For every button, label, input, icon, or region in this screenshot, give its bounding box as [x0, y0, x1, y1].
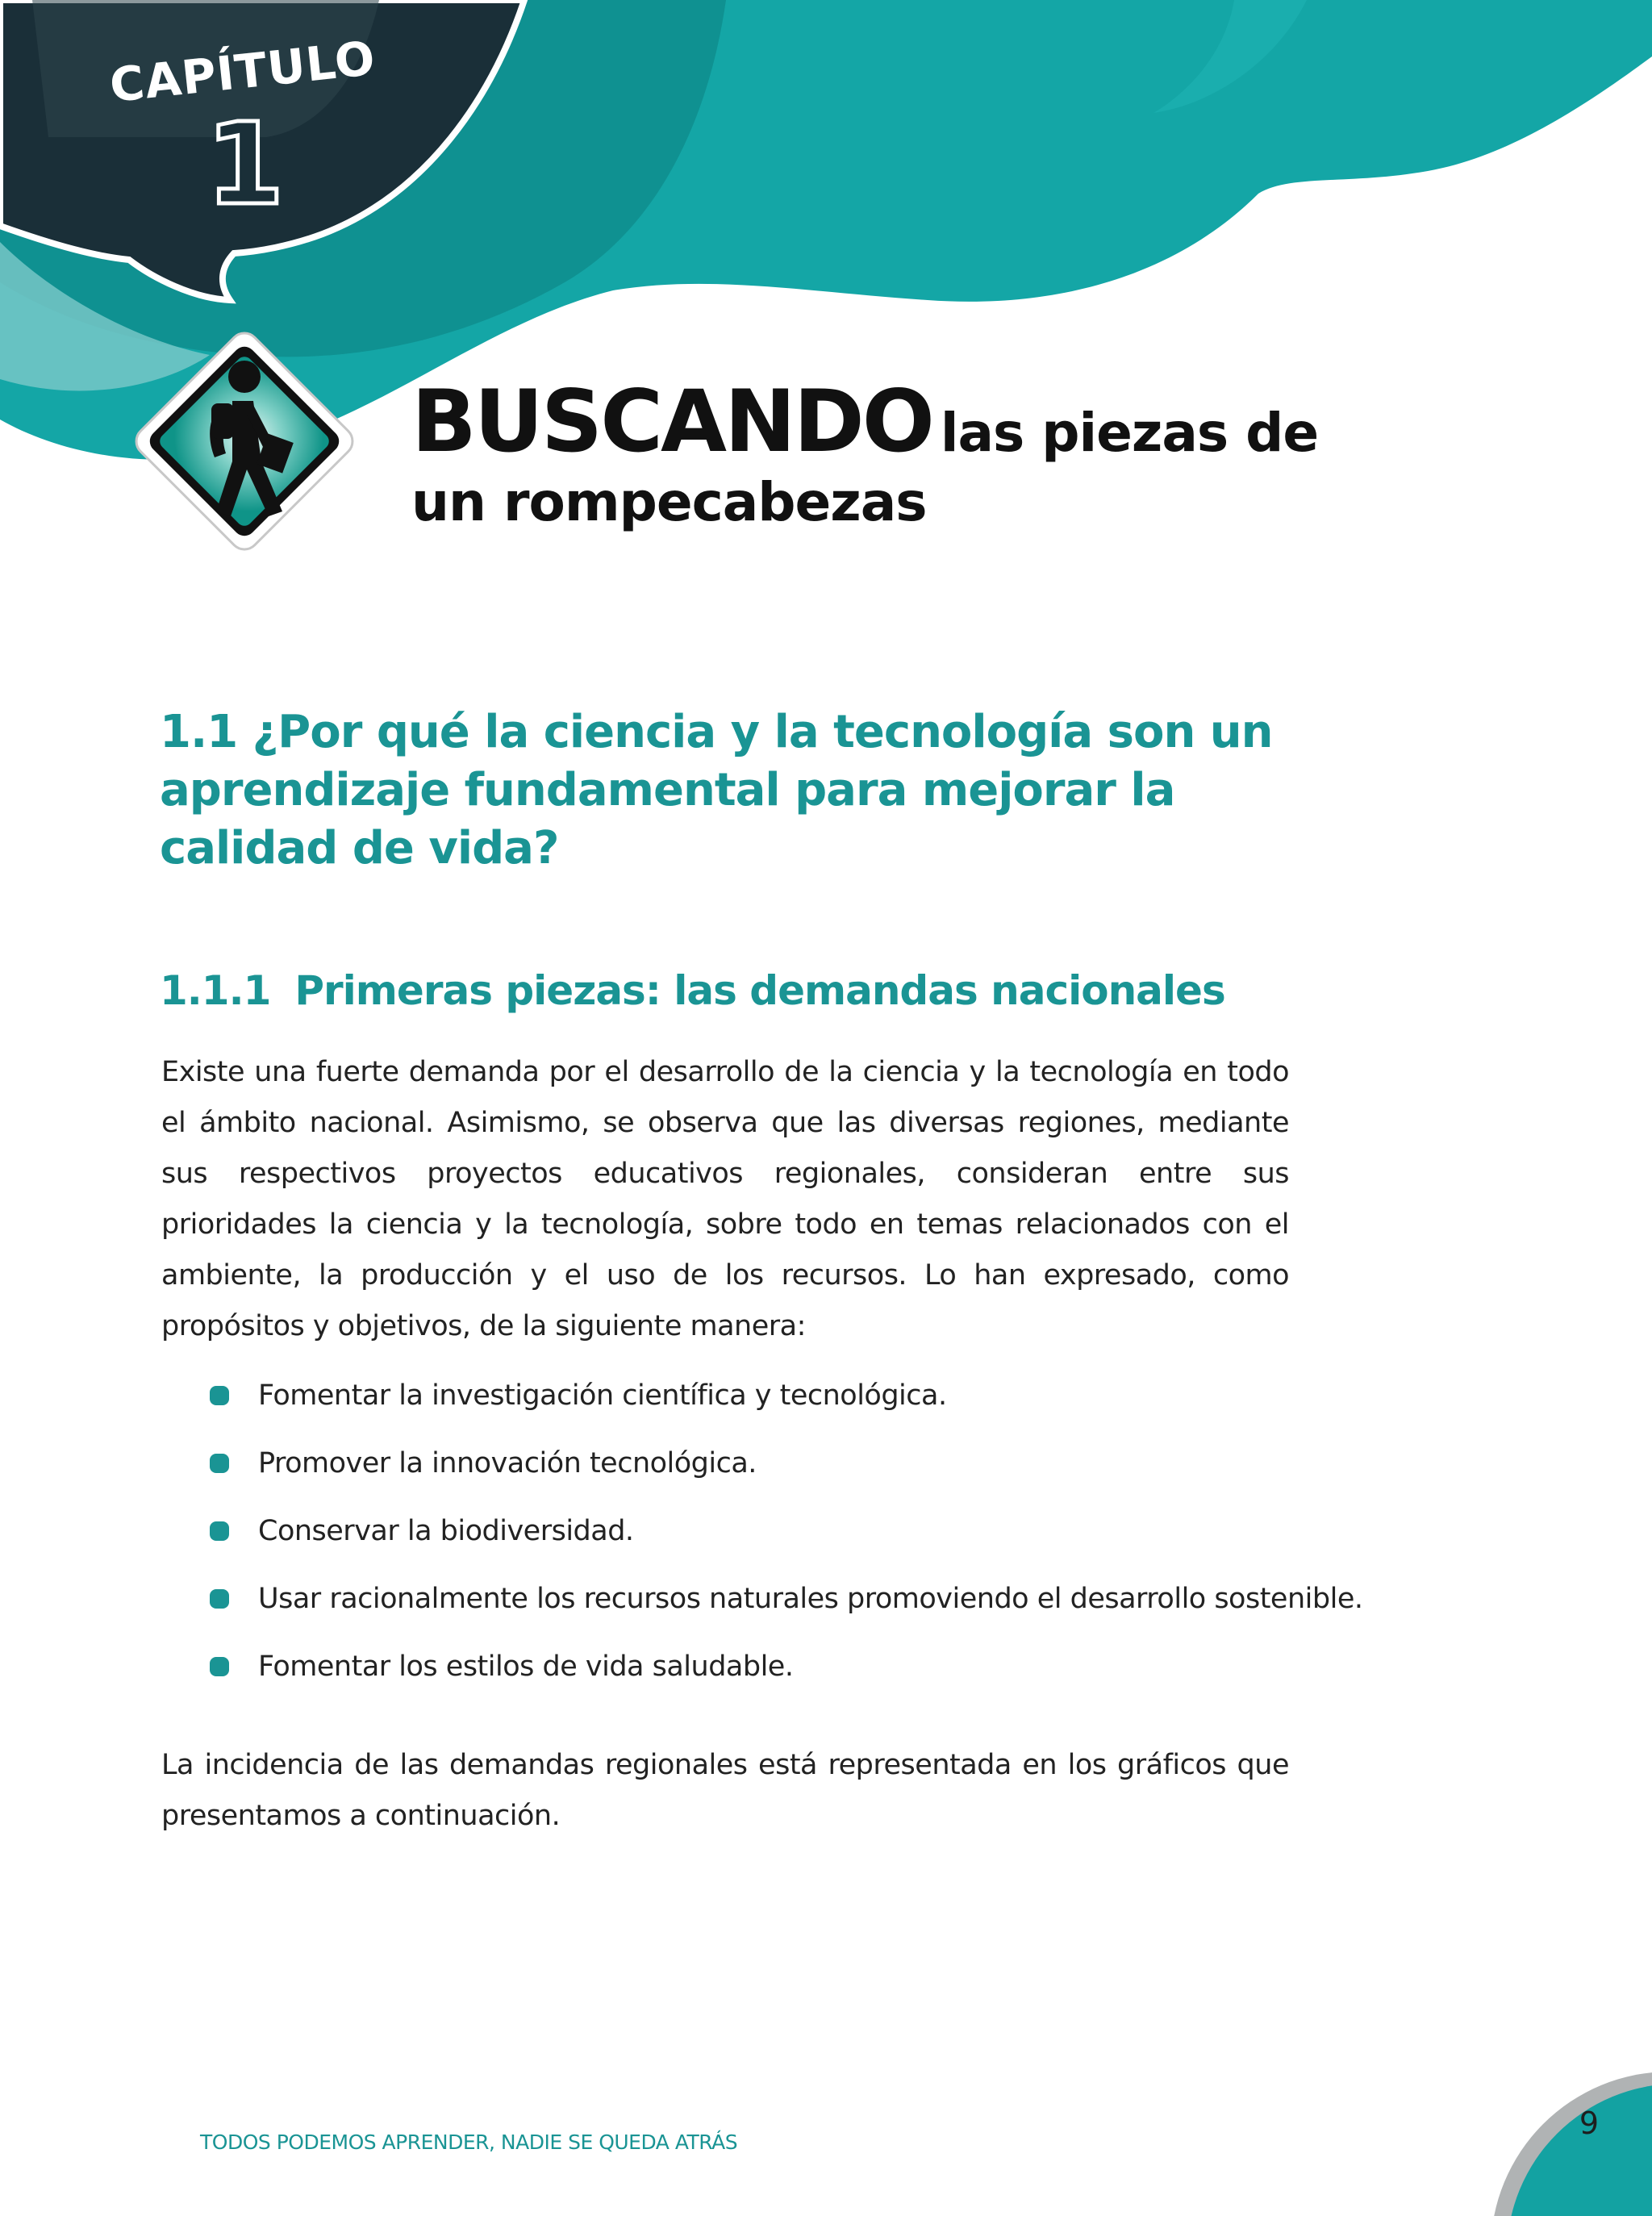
subsection-number: 1.1.1	[160, 967, 271, 1014]
bullet-icon	[210, 1454, 229, 1473]
list-item	[206, 1371, 1336, 1439]
title-emphasis: BUSCANDO	[411, 372, 932, 471]
objectives-list	[206, 1371, 1363, 1710]
subsection-title: Primeras piezas: las demandas nacionales	[294, 967, 1225, 1014]
list-item	[206, 1642, 1336, 1710]
chapter-label: CAPÍTULO	[106, 30, 378, 113]
body-paragraph-2: La incidencia de las demandas regionales está representada en los gráficos que presentamos a continuación.	[161, 1749, 1289, 1832]
list-item-text: Fomentar los estilos de vida saludable.	[258, 1651, 794, 1683]
title-rest: las piezas de	[940, 402, 1319, 464]
chapter-number: 1	[206, 99, 285, 231]
subsection-heading	[160, 966, 1305, 1015]
list-item	[206, 1439, 1336, 1507]
list-item-text: Fomentar la investigación científica y tecnológica.	[258, 1379, 947, 1412]
title-line-2: un rompecabezas	[411, 471, 927, 533]
pedestrian-sign-icon	[103, 300, 386, 582]
footer-slogan: TODOS PODEMOS APRENDER, NADIE SE QUEDA ATRÁS	[200, 2130, 738, 2154]
chapter-title	[411, 372, 1379, 533]
body-paragraph-1: Existe una fuerte demanda por el desarrollo de la ciencia y la tecnología en todo el ámbito nacional. Asimismo, se observa que las diversas regiones, mediante sus respectivos proyectos educativos regionales, consideran entre sus prioridades la ciencia y la tecnología, sobre todo en temas relacionados con el ambiente, la producción y el uso de los recursos. Lo han expresado, como propósitos y objetivos, de la siguiente manera:	[161, 1056, 1289, 1342]
bullet-icon	[210, 1589, 229, 1609]
section-heading: 1.1 ¿Por qué la ciencia y la tecnología son un aprendizaje fundamental para mejorar la calidad de vida?	[160, 706, 1273, 874]
list-item	[206, 1575, 1363, 1642]
list-item-text: Conservar la biodiversidad.	[258, 1515, 634, 1547]
page-number: 9	[1579, 2105, 1600, 2141]
list-item-text: Promover la innovación tecnológica.	[258, 1447, 757, 1479]
bullet-icon	[210, 1521, 229, 1541]
list-item-text: Usar racionalmente los recursos naturales promoviendo el desarrollo sostenible.	[258, 1583, 1363, 1615]
bullet-icon	[210, 1386, 229, 1405]
bullet-icon	[210, 1657, 229, 1676]
list-item	[206, 1507, 1336, 1575]
